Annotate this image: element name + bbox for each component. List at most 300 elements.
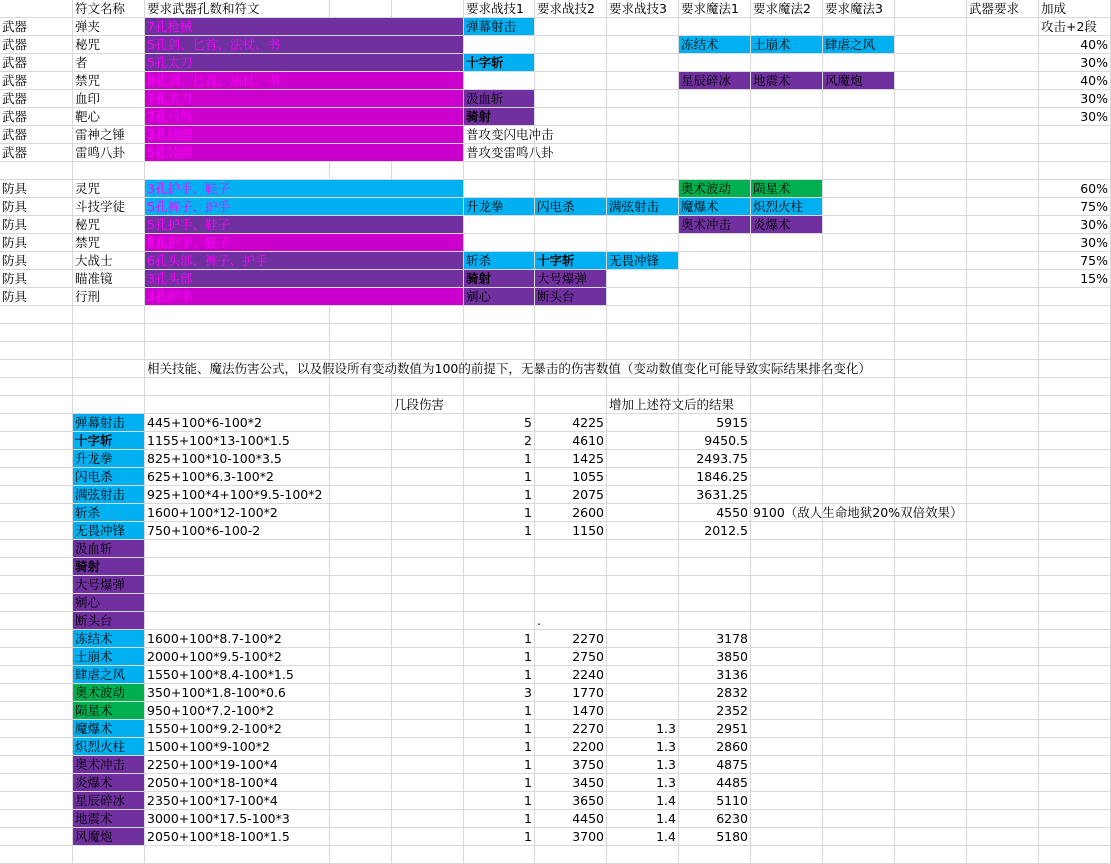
cell[interactable] xyxy=(967,450,1039,468)
cell[interactable] xyxy=(73,846,145,864)
rune-slots[interactable]: 3孔钝器 xyxy=(147,127,193,142)
cell[interactable] xyxy=(823,684,895,702)
cell[interactable] xyxy=(679,252,751,270)
rune-bonus[interactable]: 15% xyxy=(1039,270,1111,288)
rune-type[interactable]: 武器 xyxy=(2,127,28,142)
skill-formula[interactable]: 2050+100*18-100*4 xyxy=(145,774,464,792)
cell[interactable] xyxy=(464,162,535,180)
cell[interactable] xyxy=(751,126,823,144)
cell[interactable] xyxy=(0,0,73,18)
rune-slots[interactable]: 7孔枪械 xyxy=(147,19,193,34)
skill-formula[interactable]: 825+100*10-100*3.5 xyxy=(145,450,464,468)
requirement-cell[interactable]: 风魔炮 xyxy=(825,73,863,88)
cell[interactable] xyxy=(895,576,967,594)
skill-damage[interactable]: 2270 xyxy=(535,630,607,648)
cell[interactable] xyxy=(679,18,751,36)
cell[interactable] xyxy=(0,342,73,360)
skill-result[interactable]: 9450.5 xyxy=(679,432,751,450)
cell[interactable] xyxy=(392,594,464,612)
rune-name[interactable]: 血印 xyxy=(75,91,101,106)
skill-result[interactable]: 3631.25 xyxy=(679,486,751,504)
cell[interactable] xyxy=(967,558,1039,576)
cell[interactable] xyxy=(895,792,967,810)
cell[interactable] xyxy=(823,306,895,324)
skill-result[interactable]: 5915 xyxy=(679,414,751,432)
cell[interactable] xyxy=(1039,684,1111,702)
skill-name[interactable]: 满弦射击 xyxy=(73,486,145,504)
cell[interactable] xyxy=(895,288,967,306)
skill-hits[interactable]: 1 xyxy=(464,630,535,648)
requirement-cell[interactable]: 陨星术 xyxy=(753,181,791,196)
cell[interactable] xyxy=(392,342,464,360)
cell[interactable] xyxy=(967,378,1039,396)
cell[interactable] xyxy=(0,630,73,648)
skill-multiplier[interactable]: 1.3 xyxy=(607,774,679,792)
rune-name[interactable]: 禁咒 xyxy=(75,73,101,88)
skill-name[interactable]: 断头台 xyxy=(73,612,145,630)
skill-hits[interactable]: 1 xyxy=(464,468,535,486)
cell[interactable] xyxy=(535,378,607,396)
cell[interactable] xyxy=(895,630,967,648)
skill-damage[interactable]: 1055 xyxy=(535,468,607,486)
requirement-cell[interactable]: 星辰碎冰 xyxy=(681,73,732,88)
cell[interactable] xyxy=(823,324,895,342)
cell[interactable] xyxy=(823,774,895,792)
cell[interactable] xyxy=(535,396,607,414)
formula-note[interactable]: 相关技能、魔法伤害公式，以及假设所有变动数值为100的前提下，无暴击的伤害数值（变动数值变化可能导致实际结果排名变化） xyxy=(147,361,871,376)
cell[interactable] xyxy=(607,162,679,180)
cell[interactable] xyxy=(0,378,73,396)
skill-hits[interactable]: 1 xyxy=(464,792,535,810)
cell[interactable] xyxy=(751,90,823,108)
cell[interactable] xyxy=(823,594,895,612)
cell[interactable] xyxy=(0,774,73,792)
skill-hits[interactable]: 1 xyxy=(464,720,535,738)
cell[interactable] xyxy=(1039,378,1111,396)
skill-damage[interactable]: 3650 xyxy=(535,792,607,810)
rune-type[interactable]: 防具 xyxy=(2,217,28,232)
cell[interactable] xyxy=(607,108,679,126)
cell[interactable] xyxy=(967,738,1039,756)
rune-type[interactable]: 武器 xyxy=(2,55,28,70)
cell[interactable] xyxy=(751,486,823,504)
hits-header[interactable]: 几段伤害 xyxy=(394,397,445,412)
cell[interactable] xyxy=(535,180,607,198)
skill-formula[interactable]: 2250+100*19-100*4 xyxy=(145,756,464,774)
requirement-cell[interactable]: 炎爆术 xyxy=(753,217,791,232)
cell[interactable] xyxy=(823,756,895,774)
rune-bonus[interactable]: 75% xyxy=(1039,252,1111,270)
cell[interactable] xyxy=(823,666,895,684)
cell[interactable] xyxy=(967,234,1039,252)
cell[interactable] xyxy=(607,846,679,864)
cell[interactable] xyxy=(535,18,607,36)
cell[interactable] xyxy=(464,558,535,576)
cell[interactable] xyxy=(751,756,823,774)
cell[interactable] xyxy=(392,0,464,18)
cell[interactable] xyxy=(0,558,73,576)
cell[interactable] xyxy=(895,432,967,450)
cell[interactable] xyxy=(967,180,1039,198)
cell[interactable] xyxy=(0,396,73,414)
result-header[interactable]: 增加上述符文后的结果 xyxy=(609,397,735,412)
cell[interactable] xyxy=(967,108,1039,126)
rune-type[interactable]: 武器 xyxy=(2,91,28,106)
cell[interactable] xyxy=(895,180,967,198)
cell[interactable] xyxy=(967,666,1039,684)
cell[interactable] xyxy=(392,558,464,576)
cell[interactable] xyxy=(330,612,392,630)
cell[interactable] xyxy=(607,36,679,54)
cell[interactable] xyxy=(1039,126,1111,144)
skill-multiplier[interactable]: 1.4 xyxy=(607,792,679,810)
cell[interactable] xyxy=(145,342,330,360)
requirement-cell[interactable]: 斩杀 xyxy=(466,253,492,268)
cell[interactable] xyxy=(0,360,73,378)
rune-name[interactable]: 大战士 xyxy=(75,253,113,268)
cell[interactable] xyxy=(967,828,1039,846)
cell[interactable] xyxy=(823,576,895,594)
skill-hits[interactable]: 1 xyxy=(464,774,535,792)
cell[interactable] xyxy=(1039,522,1111,540)
skill-damage[interactable]: 4610 xyxy=(535,432,607,450)
cell[interactable] xyxy=(751,594,823,612)
rune-bonus[interactable]: 40% xyxy=(1039,36,1111,54)
cell[interactable] xyxy=(895,810,967,828)
cell[interactable] xyxy=(823,126,895,144)
cell[interactable] xyxy=(751,702,823,720)
cell[interactable] xyxy=(330,0,392,18)
cell[interactable] xyxy=(1039,504,1111,522)
cell[interactable] xyxy=(679,540,751,558)
cell[interactable] xyxy=(751,450,823,468)
skill-name[interactable]: 奥术冲击 xyxy=(73,756,145,774)
requirement-cell[interactable]: 奥术冲击 xyxy=(681,217,732,232)
cell[interactable] xyxy=(967,342,1039,360)
cell[interactable] xyxy=(967,360,1039,378)
cell[interactable] xyxy=(607,144,679,162)
cell[interactable] xyxy=(535,846,607,864)
cell[interactable] xyxy=(464,180,535,198)
requirement-cell[interactable]: 骑射 xyxy=(466,271,492,286)
cell[interactable] xyxy=(464,576,535,594)
skill-result[interactable]: 2493.75 xyxy=(679,450,751,468)
cell[interactable] xyxy=(679,378,751,396)
cell[interactable] xyxy=(895,36,967,54)
cell[interactable] xyxy=(464,846,535,864)
cell[interactable] xyxy=(823,792,895,810)
cell[interactable] xyxy=(0,846,73,864)
cell[interactable] xyxy=(607,576,679,594)
cell[interactable] xyxy=(895,198,967,216)
skill-hits[interactable]: 1 xyxy=(464,522,535,540)
cell[interactable] xyxy=(679,558,751,576)
cell[interactable] xyxy=(967,468,1039,486)
cell[interactable] xyxy=(145,324,330,342)
cell[interactable] xyxy=(679,576,751,594)
rune-bonus[interactable]: 30% xyxy=(1039,234,1111,252)
skill-name[interactable]: 冻结术 xyxy=(73,630,145,648)
cell[interactable] xyxy=(1039,342,1111,360)
rune-slots[interactable]: 6孔头部、裤子、护手 xyxy=(147,253,268,268)
cell[interactable] xyxy=(895,450,967,468)
skill-hits[interactable]: 1 xyxy=(464,648,535,666)
cell[interactable] xyxy=(823,846,895,864)
cell[interactable] xyxy=(607,648,679,666)
skill-result[interactable]: 5110 xyxy=(679,792,751,810)
cell[interactable] xyxy=(1039,810,1111,828)
cell[interactable] xyxy=(0,792,73,810)
cell[interactable] xyxy=(535,108,607,126)
cell[interactable] xyxy=(0,414,73,432)
requirement-cell[interactable]: 大号爆弹 xyxy=(537,271,588,286)
cell[interactable] xyxy=(823,648,895,666)
cell[interactable] xyxy=(0,468,73,486)
cell[interactable] xyxy=(464,234,535,252)
rune-type[interactable]: 防具 xyxy=(2,181,28,196)
cell[interactable] xyxy=(895,306,967,324)
cell[interactable] xyxy=(823,630,895,648)
skill-name[interactable]: 土崩术 xyxy=(73,648,145,666)
column-header[interactable]: 要求武器孔数和符文 xyxy=(147,1,260,16)
cell[interactable] xyxy=(823,216,895,234)
cell[interactable] xyxy=(607,18,679,36)
cell[interactable] xyxy=(607,378,679,396)
skill-damage[interactable]: 2750 xyxy=(535,648,607,666)
skill-result[interactable]: 4875 xyxy=(679,756,751,774)
cell[interactable] xyxy=(751,378,823,396)
rune-bonus[interactable]: 75% xyxy=(1039,198,1111,216)
skill-formula[interactable]: 1550+100*9.2-100*2 xyxy=(145,720,464,738)
rune-slots[interactable]: 8孔剑、匕首、法杖、书 xyxy=(147,73,280,88)
cell[interactable] xyxy=(967,162,1039,180)
rune-type[interactable]: 防具 xyxy=(2,235,28,250)
column-header[interactable]: 要求战技1 xyxy=(466,1,524,16)
cell[interactable] xyxy=(1039,414,1111,432)
cell[interactable] xyxy=(967,36,1039,54)
cell[interactable] xyxy=(895,522,967,540)
cell[interactable] xyxy=(967,216,1039,234)
cell[interactable] xyxy=(607,54,679,72)
cell[interactable] xyxy=(0,486,73,504)
cell[interactable] xyxy=(607,684,679,702)
cell[interactable] xyxy=(751,108,823,126)
cell[interactable] xyxy=(330,540,392,558)
cell[interactable] xyxy=(73,396,145,414)
cell[interactable] xyxy=(679,846,751,864)
cell[interactable] xyxy=(967,18,1039,36)
column-header[interactable]: 武器要求 xyxy=(969,1,1020,16)
cell[interactable] xyxy=(895,360,967,378)
requirement-cell[interactable]: 肆虐之风 xyxy=(825,37,876,52)
cell[interactable] xyxy=(967,288,1039,306)
cell[interactable] xyxy=(0,432,73,450)
cell[interactable] xyxy=(823,252,895,270)
cell[interactable] xyxy=(0,162,73,180)
cell[interactable] xyxy=(607,414,679,432)
cell[interactable] xyxy=(73,342,145,360)
cell[interactable] xyxy=(895,612,967,630)
cell[interactable] xyxy=(751,684,823,702)
cell[interactable] xyxy=(392,576,464,594)
cell[interactable] xyxy=(145,846,330,864)
cell[interactable] xyxy=(895,756,967,774)
cell[interactable] xyxy=(73,306,145,324)
rune-name[interactable]: 禁咒 xyxy=(75,235,101,250)
cell[interactable] xyxy=(464,396,535,414)
cell[interactable] xyxy=(751,828,823,846)
skill-name[interactable]: 升龙拳 xyxy=(73,450,145,468)
cell[interactable] xyxy=(751,846,823,864)
rune-type[interactable]: 武器 xyxy=(2,145,28,160)
cell[interactable] xyxy=(823,162,895,180)
cell[interactable] xyxy=(1039,792,1111,810)
skill-formula[interactable]: 2000+100*9.5-100*2 xyxy=(145,648,464,666)
cell[interactable] xyxy=(145,396,330,414)
cell[interactable] xyxy=(895,540,967,558)
cell[interactable] xyxy=(823,828,895,846)
cell[interactable] xyxy=(967,540,1039,558)
skill-damage[interactable]: 4225 xyxy=(535,414,607,432)
column-header[interactable]: 要求魔法1 xyxy=(681,1,739,16)
skill-hits[interactable]: 1 xyxy=(464,486,535,504)
requirement-cell[interactable]: 断头台 xyxy=(537,289,575,304)
cell[interactable] xyxy=(751,648,823,666)
cell[interactable] xyxy=(607,630,679,648)
cell[interactable] xyxy=(679,594,751,612)
rune-name[interactable]: 雷神之锤 xyxy=(75,127,126,142)
cell[interactable] xyxy=(679,108,751,126)
cell[interactable] xyxy=(330,162,392,180)
cell[interactable] xyxy=(464,378,535,396)
skill-result[interactable]: 6230 xyxy=(679,810,751,828)
rune-slots[interactable]: 7孔弓弩 xyxy=(147,109,193,124)
cell[interactable] xyxy=(73,360,145,378)
skill-damage[interactable]: 2270 xyxy=(535,720,607,738)
skill-result[interactable]: 1846.25 xyxy=(679,468,751,486)
requirement-cell[interactable]: 冻结术 xyxy=(681,37,719,52)
skill-formula[interactable]: 1155+100*13-100*1.5 xyxy=(145,432,464,450)
cell[interactable] xyxy=(823,144,895,162)
skill-name[interactable]: 魔爆术 xyxy=(73,720,145,738)
requirement-cell[interactable]: 奥术波动 xyxy=(681,181,732,196)
cell[interactable] xyxy=(895,666,967,684)
skill-name[interactable]: 无畏冲锋 xyxy=(73,522,145,540)
cell[interactable] xyxy=(967,522,1039,540)
cell[interactable] xyxy=(751,774,823,792)
skill-damage[interactable]: 2075 xyxy=(535,486,607,504)
cell[interactable] xyxy=(751,720,823,738)
cell[interactable] xyxy=(895,828,967,846)
cell[interactable] xyxy=(895,702,967,720)
cell[interactable] xyxy=(330,558,392,576)
cell[interactable] xyxy=(967,648,1039,666)
requirement-cell[interactable]: 普攻变雷鸣八卦 xyxy=(466,145,554,160)
cell[interactable] xyxy=(0,666,73,684)
stray-dot[interactable]: . xyxy=(537,613,541,628)
cell[interactable] xyxy=(0,702,73,720)
cell[interactable] xyxy=(967,702,1039,720)
rune-bonus[interactable]: 30% xyxy=(1039,216,1111,234)
rune-type[interactable]: 武器 xyxy=(2,109,28,124)
cell[interactable] xyxy=(751,558,823,576)
cell[interactable] xyxy=(895,54,967,72)
cell[interactable] xyxy=(1039,846,1111,864)
cell[interactable] xyxy=(823,558,895,576)
cell[interactable] xyxy=(392,162,464,180)
cell[interactable] xyxy=(823,414,895,432)
cell[interactable] xyxy=(895,684,967,702)
cell[interactable] xyxy=(751,18,823,36)
skill-damage[interactable]: 3750 xyxy=(535,756,607,774)
skill-damage[interactable]: 2240 xyxy=(535,666,607,684)
cell[interactable] xyxy=(535,90,607,108)
cell[interactable] xyxy=(967,432,1039,450)
cell[interactable] xyxy=(535,576,607,594)
cell[interactable] xyxy=(679,324,751,342)
skill-name[interactable]: 闪电杀 xyxy=(73,468,145,486)
cell[interactable] xyxy=(895,234,967,252)
rune-slots[interactable]: 3孔护手、鞋子 xyxy=(147,181,230,196)
skill-hits[interactable]: 1 xyxy=(464,702,535,720)
cell[interactable] xyxy=(751,162,823,180)
rune-bonus[interactable]: 攻击+2段 xyxy=(1041,19,1097,34)
cell[interactable] xyxy=(967,414,1039,432)
cell[interactable] xyxy=(967,612,1039,630)
cell[interactable] xyxy=(464,72,535,90)
skill-name[interactable]: 星辰碎冰 xyxy=(73,792,145,810)
cell[interactable] xyxy=(967,396,1039,414)
column-header[interactable]: 符文名称 xyxy=(75,1,126,16)
rune-slots[interactable]: 5孔太刀 xyxy=(147,55,193,70)
requirement-cell[interactable]: 土崩术 xyxy=(753,37,791,52)
cell[interactable] xyxy=(823,738,895,756)
cell[interactable] xyxy=(751,396,823,414)
cell[interactable] xyxy=(967,720,1039,738)
cell[interactable] xyxy=(679,612,751,630)
cell[interactable] xyxy=(464,594,535,612)
skill-name[interactable]: 奥术波动 xyxy=(73,684,145,702)
cell[interactable] xyxy=(751,432,823,450)
cell[interactable] xyxy=(895,144,967,162)
cell[interactable] xyxy=(751,468,823,486)
cell[interactable] xyxy=(330,576,392,594)
cell[interactable] xyxy=(751,234,823,252)
cell[interactable] xyxy=(145,162,330,180)
cell[interactable] xyxy=(895,558,967,576)
requirement-cell[interactable]: 骑射 xyxy=(466,109,492,124)
cell[interactable] xyxy=(1039,468,1111,486)
cell[interactable] xyxy=(464,612,535,630)
skill-hits[interactable]: 2 xyxy=(464,432,535,450)
cell[interactable] xyxy=(823,270,895,288)
cell[interactable] xyxy=(823,54,895,72)
cell[interactable] xyxy=(0,576,73,594)
cell[interactable] xyxy=(607,234,679,252)
cell[interactable] xyxy=(1039,396,1111,414)
rune-name[interactable]: 者 xyxy=(75,55,88,70)
cell[interactable] xyxy=(895,774,967,792)
cell[interactable] xyxy=(145,306,330,324)
cell[interactable] xyxy=(464,540,535,558)
cell[interactable] xyxy=(0,756,73,774)
cell[interactable] xyxy=(1039,612,1111,630)
requirement-cell[interactable]: 无畏冲锋 xyxy=(609,253,660,268)
cell[interactable] xyxy=(1039,324,1111,342)
cell[interactable] xyxy=(679,144,751,162)
cell[interactable] xyxy=(392,324,464,342)
rune-name[interactable]: 行刑 xyxy=(75,289,101,304)
